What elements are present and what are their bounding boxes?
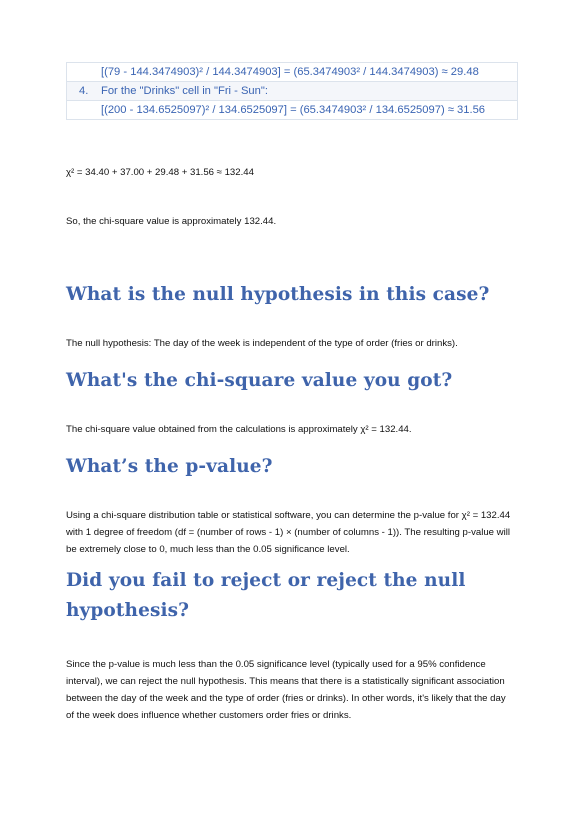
section-body-p-value: Using a chi-square distribution table or statistical software, you can determine the p-value for χ² = 132.44 with 1 degree of freedom (df = (number of rows - 1) × (number of columns - 1)). The resulting p-value will be extremely close to 0, much less than the 0.05 significance level. bbox=[66, 510, 511, 555]
section-heading-p-value: What’s the p-value? bbox=[66, 456, 273, 477]
section-heading-conclusion: Did you fail to reject or reject the null hypothesis? bbox=[66, 570, 466, 621]
chi-square-sum-line: χ² = 34.40 + 37.00 + 29.48 + 31.56 ≈ 132.44 bbox=[66, 167, 254, 178]
list-item bbox=[66, 82, 518, 101]
list-item bbox=[66, 63, 518, 82]
list-number: 4. bbox=[79, 85, 89, 97]
calculation-steps-list bbox=[66, 62, 518, 120]
list-item bbox=[66, 101, 518, 120]
chi-square-summary: So, the chi-square value is approximately 132.44. bbox=[66, 216, 277, 227]
step-calculation-text: [(200 - 134.6525097)² / 134.6525097] = (65.3474903² / 134.6525097) ≈ 31.56 bbox=[101, 104, 486, 116]
section-body-chi-square-value: The chi-square value obtained from the calculations is approximately χ² = 132.44. bbox=[66, 424, 412, 435]
step-heading-text: For the "Drinks" cell in "Fri - Sun": bbox=[101, 85, 268, 97]
section-heading-null-hypothesis: What is the null hypothesis in this case? bbox=[66, 284, 490, 305]
step-calculation-text: [(79 - 144.3474903)² / 144.3474903] = (65.3474903² / 144.3474903) ≈ 29.48 bbox=[101, 66, 479, 78]
section-body-conclusion: Since the p-value is much less than the 0.05 significance level (typically used for a 95% confidence interval), we can reject the null hypothesis. This means that there is a statistically significant association between the day of the week and the type of order (fries or drinks). In other words, it's likely that the day of the week does influence whether customers order fries or drinks. bbox=[66, 659, 506, 721]
section-heading-chi-square-value: What's the chi-square value you got? bbox=[66, 370, 453, 391]
section-body-null-hypothesis: The null hypothesis: The day of the week is independent of the type of order (fries or drinks). bbox=[66, 338, 458, 349]
